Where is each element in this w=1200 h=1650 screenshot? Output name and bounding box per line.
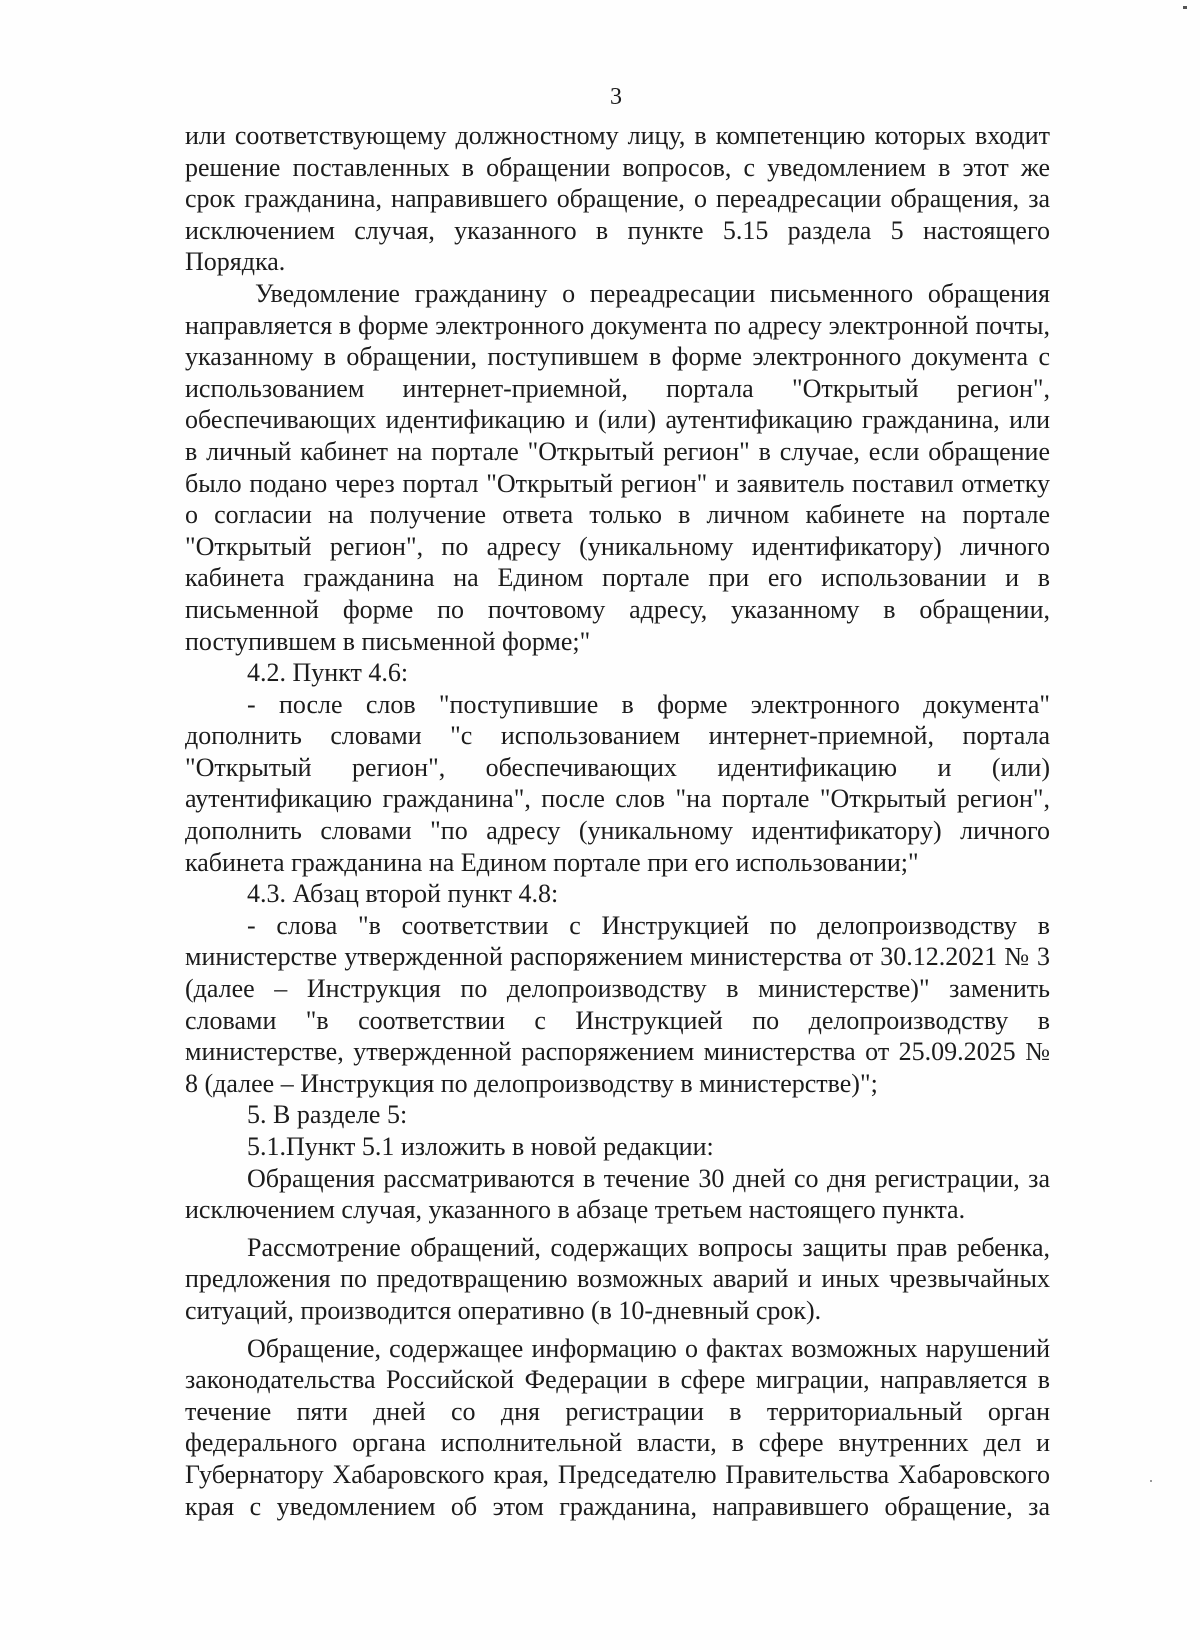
section-heading-5: 5. В разделе 5:	[247, 1100, 408, 1130]
scan-artifact-mark	[1150, 1480, 1152, 1482]
clause-heading-4-2: 4.2. Пункт 4.6:	[247, 658, 409, 688]
paragraph-urgent-review: Рассмотрение обращений, содержащих вопросы защиты прав ребенка, предложения по предотвращению возможных аварий и иных чрезвычайных ситуаций, производится оперативно (в 10-дневный срок).	[185, 1232, 1050, 1325]
clause-item: - слова "в соответствии с Инструкцией по делопроизводству в министерстве утвержденной распоряжением министерства от 30.12.2021 № 3 (далее – Инструкция по делопроизводству в министерстве)" заменить словами "в соответствии с Инструкцией по делопроизводству в министерстве, утвержденной распоряжением министерства от 25.09.2025 № 8 (далее – Инструкция по делопроизводству в министерстве)";	[185, 910, 1050, 1098]
clause-item: - после слов "поступившие в форме электронного документа" дополнить словами "с использованием интернет-приемной, портала "Открытый регион", обеспечивающих идентификацию и (или) аутентификацию гражданина", после слов "на портале "Открытый регион", дополнить словами "по адресу (уникальному идентификатору) личного кабинета гражданина на Едином портале при его использовании;"	[185, 689, 1050, 877]
paragraph-review-period: Обращения рассматриваются в течение 30 дней со дня регистрации, за исключением случая, указанного в абзаце третьем настоящего пункта.	[185, 1163, 1050, 1225]
document-body	[185, 120, 1050, 1522]
page-number: 3	[610, 84, 622, 110]
paragraph-migration: Обращение, содержащее информацию о фактах возможных нарушений законодательства Российской Федерации в сфере миграции, направляется в течение пяти дней со дня регистрации в территориальный орган федерального органа исполнительной власти, в сфере внутренних дел и Губернатору Хабаровского края, Председателю Правительства Хабаровского края с уведомлением об этом гражданина, направившего обращение, за	[185, 1333, 1050, 1521]
paragraph-continuation: или соответствующему должностному лицу, в компетенцию которых входит решение поставленных в обращении вопросов, с уведомлением в этот же срок гражданина, направившего обращение, о переадресации обращения, за исключением случая, указанного в пункте 5.15 раздела 5 настоящего Порядка.	[185, 121, 1050, 277]
clause-heading-4-3: 4.3. Абзац второй пункт 4.8:	[247, 879, 559, 909]
paragraph-notification: Уведомление гражданину о переадресации письменного обращения направляется в форме электронного документа по адресу электронной почты, указанному в обращении, поступившем в форме электронного документа с использованием интернет-приемной, портала "Открытый регион", обеспечивающих идентификацию и (или) аутентификацию гражданина, или в личный кабинет на портале "Открытый регион" в случае, если обращение было подано через портал "Открытый регион" и заявитель поставил отметку о согласии на получение ответа только в личном кабинете на портале "Открытый регион", по адресу (уникальному идентификатору) личного кабинета гражданина на Едином портале при его использовании и в письменной форме по почтовому адресу, указанному в обращении, поступившем в письменной форме;"	[185, 278, 1050, 656]
clause-heading-5-1: 5.1.Пункт 5.1 изложить в новой редакции:	[247, 1132, 714, 1161]
scan-artifact-mark	[1183, 6, 1187, 9]
